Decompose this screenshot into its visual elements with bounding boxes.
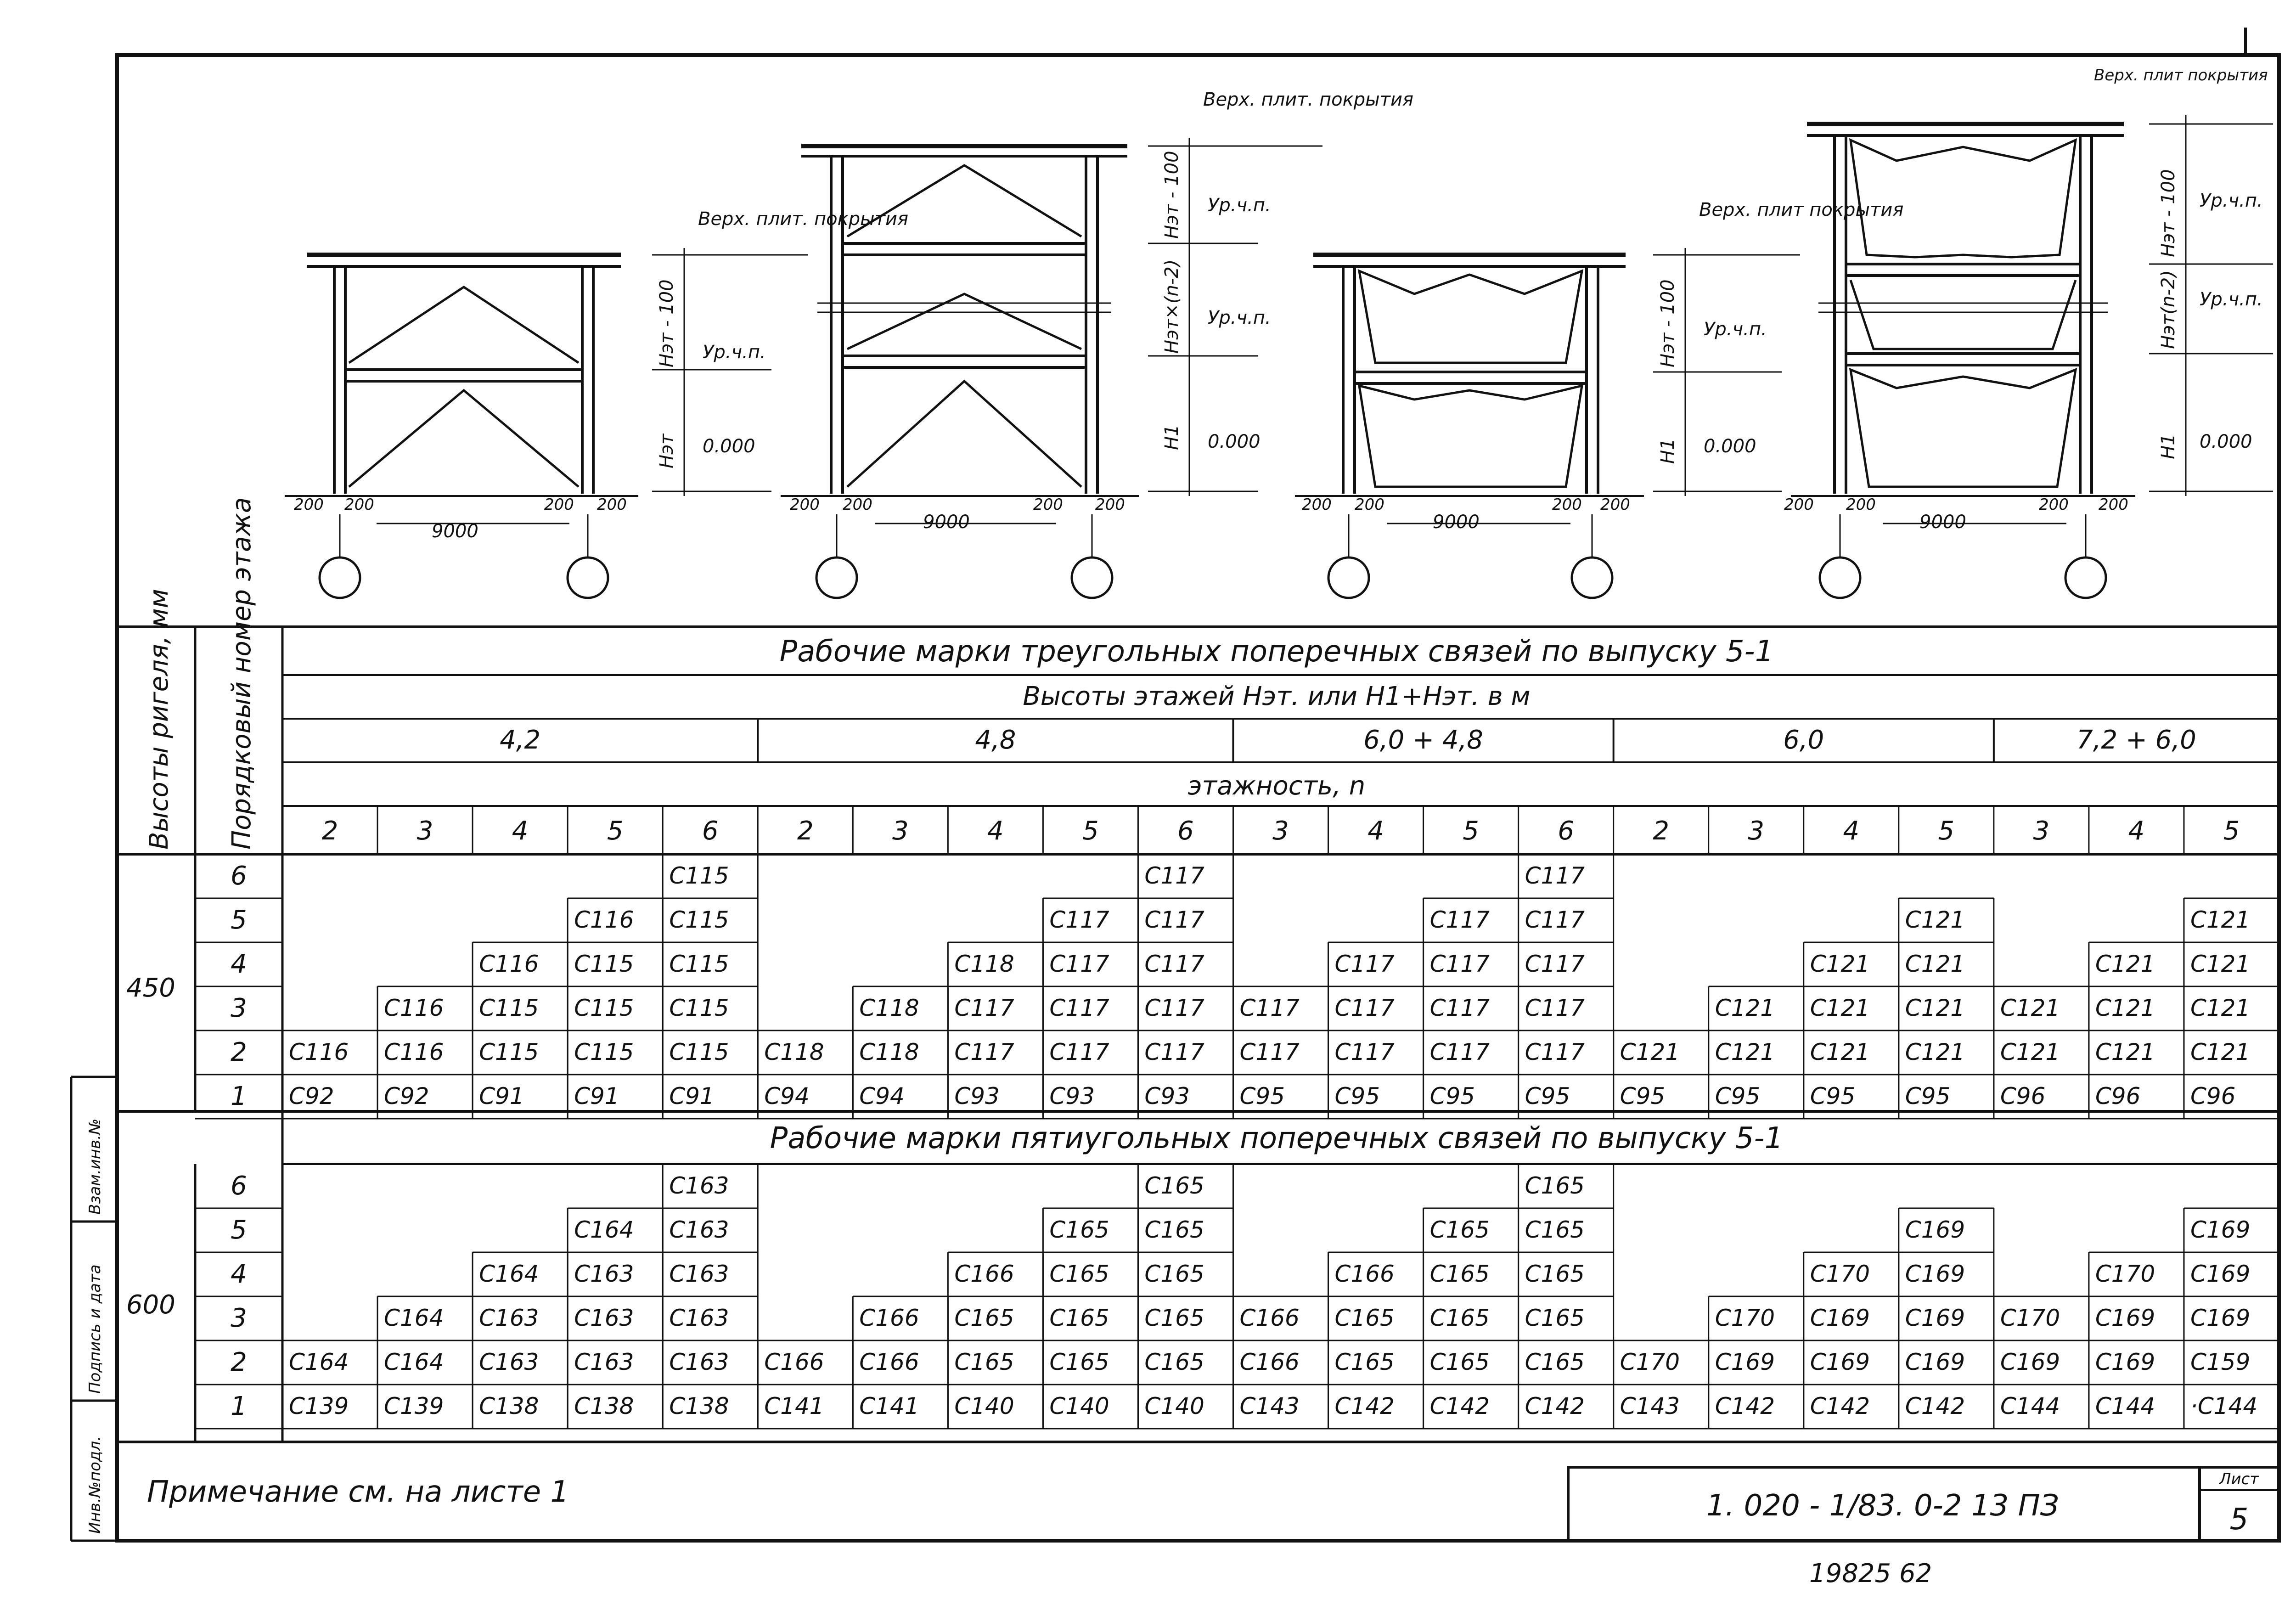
floor-number: 2 <box>231 1347 247 1377</box>
diagram-3-offset-right-1: 200 <box>1552 495 1582 514</box>
brace-mark-cell: С166 <box>954 1261 1014 1287</box>
brace-mark-cell: С117 <box>1049 995 1109 1021</box>
brace-mark-cell: С92 <box>289 1083 334 1109</box>
storey-count-header: 2 <box>1653 816 1670 846</box>
brace-mark-cell: С164 <box>384 1305 444 1331</box>
brace-mark-cell: С117 <box>954 995 1014 1021</box>
brace-mark-cell: С118 <box>859 995 919 1021</box>
diagram-2-offset-left-2: 200 <box>843 495 872 514</box>
brace-mark-cell: С142 <box>1905 1393 1965 1419</box>
diagram-4-lower-storey-label: Н1 <box>2158 434 2179 459</box>
brace-mark-cell: С117 <box>1144 907 1204 933</box>
storey-count-header: 6 <box>1558 816 1574 846</box>
brace-mark-cell: С116 <box>289 1039 349 1065</box>
brace-mark-cell: С91 <box>574 1083 619 1109</box>
stamp-replacement-inventory: Взам.инв.№ <box>86 1118 104 1215</box>
title-block <box>117 1442 2279 1588</box>
brace-mark-cell: С115 <box>669 907 729 933</box>
floor-number: 4 <box>231 1259 247 1289</box>
brace-mark-cell: С165 <box>1144 1261 1204 1287</box>
floor-number: 4 <box>231 949 247 979</box>
brace-mark-cell: С117 <box>1144 995 1204 1021</box>
storey-count-header: 4 <box>2128 816 2145 846</box>
brace-mark-cell: С159 <box>2190 1349 2251 1375</box>
stamp-inventory-number: Инв.№подл. <box>86 1436 104 1534</box>
brace-mark-cell: С95 <box>1429 1083 1475 1109</box>
brace-mark-cell: С140 <box>1144 1393 1204 1419</box>
brace-mark-cell: С117 <box>1429 907 1490 933</box>
brace-mark-cell: С92 <box>384 1083 429 1109</box>
diagram-2-offset-right-1: 200 <box>1033 495 1063 514</box>
diagram-1-lower-storey-label: Нэт <box>656 434 677 468</box>
diagram-3-span: 9000 <box>1433 512 1480 533</box>
height-group-label: 4,2 <box>500 725 541 755</box>
brace-mark-cell: С95 <box>1620 1083 1666 1109</box>
diagram-3-top-level-label: Верх. плит покрытия <box>1699 199 1904 220</box>
brace-mark-cell: С118 <box>764 1039 824 1065</box>
brace-mark-cell: С165 <box>1525 1172 1585 1199</box>
diagram-1-top-level-label: Верх. плит. покрытия <box>698 208 909 230</box>
brace-mark-cell: С91 <box>669 1083 715 1109</box>
brace-mark-cell: С170 <box>1715 1305 1775 1331</box>
brace-mark-cell: С165 <box>1525 1261 1585 1287</box>
left-header-beam-height: Высоты ригеля, мм <box>144 589 174 850</box>
pentagonal-braces-title: Рабочие марки пятиугольных поперечных связей по выпуску 5-1 <box>770 1121 1784 1155</box>
storey-count-header: 6 <box>702 816 719 846</box>
brace-mark-cell: С165 <box>1144 1305 1204 1331</box>
brace-mark-cell: С169 <box>2190 1216 2251 1243</box>
storey-count-header: 5 <box>607 816 624 846</box>
storey-count-header: 2 <box>797 816 814 846</box>
brace-mark-cell: С163 <box>574 1305 634 1331</box>
brace-mark-cell: С163 <box>479 1349 539 1375</box>
brace-mark-cell: С121 <box>2000 995 2060 1021</box>
brace-mark-cell: С166 <box>1334 1261 1395 1287</box>
brace-mark-cell: С166 <box>1239 1305 1300 1331</box>
diagram-4-floor-level-label-1: Ур.ч.п. <box>2200 190 2263 211</box>
brace-mark-cell: С121 <box>2190 907 2251 933</box>
diagram-2-offset-left-1: 200 <box>790 495 820 514</box>
note-text: Примечание см. на листе 1 <box>147 1475 569 1509</box>
brace-mark-cell: С115 <box>479 995 539 1021</box>
diagram-3-offset-left-1: 200 <box>1302 495 1332 514</box>
height-group-label: 7,2 + 6,0 <box>2077 725 2196 755</box>
brace-mark-cell: С165 <box>954 1305 1014 1331</box>
brace-mark-cell: С121 <box>1715 1039 1775 1065</box>
brace-mark-cell: С141 <box>764 1393 824 1419</box>
diagram-4-zero-mark: 0.000 <box>2200 431 2252 452</box>
brace-mark-cell: С117 <box>954 1039 1014 1065</box>
diagram-3-offset-left-2: 200 <box>1355 495 1384 514</box>
brace-mark-cell: С117 <box>1239 1039 1300 1065</box>
brace-mark-cell: С169 <box>1905 1261 1965 1287</box>
brace-mark-cell: С164 <box>289 1349 349 1375</box>
brace-mark-cell: С117 <box>1334 1039 1395 1065</box>
brace-mark-cell: С166 <box>1239 1349 1300 1375</box>
archive-number: 19825 62 <box>1809 1559 1932 1588</box>
brace-mark-cell: С118 <box>859 1039 919 1065</box>
brace-mark-cell: С121 <box>1810 951 1870 977</box>
diagram-1-floor-level-label: Ур.ч.п. <box>703 342 766 363</box>
brace-mark-cell: С169 <box>2190 1261 2251 1287</box>
brace-mark-cell: С170 <box>1620 1349 1680 1375</box>
brace-mark-cell: С94 <box>764 1083 810 1109</box>
diagram-3-upper-storey-label: Нэт - 100 <box>1657 279 1678 367</box>
storey-count-header: 5 <box>1463 816 1479 846</box>
side-stamp <box>71 1077 117 1541</box>
floor-number: 5 <box>231 1215 247 1245</box>
frame-diagram-4 <box>1791 115 2273 598</box>
floor-number: 6 <box>231 1171 247 1201</box>
storey-heights-title: Высоты этажей Нэт. или Н1+Нэт. в м <box>1023 681 1531 711</box>
brace-mark-cell: С115 <box>479 1039 539 1065</box>
triangular-braces-title: Рабочие марки треугольных поперечных связей по выпуску 5-1 <box>779 635 1774 669</box>
brace-mark-cell: С121 <box>2190 951 2251 977</box>
brace-mark-cell: С121 <box>2190 995 2251 1021</box>
brace-mark-cell: С121 <box>1810 1039 1870 1065</box>
diagram-1-labels <box>294 208 908 542</box>
diagram-4-span: 9000 <box>1919 512 1966 533</box>
brace-mark-cell: С143 <box>1239 1393 1300 1419</box>
brace-mark-cell: С165 <box>1429 1349 1490 1375</box>
brace-mark-cell: С121 <box>2000 1039 2060 1065</box>
brace-mark-cell: С95 <box>1239 1083 1285 1109</box>
brace-mark-cell: С169 <box>1810 1349 1870 1375</box>
brace-mark-cell: С143 <box>1620 1393 1680 1419</box>
diagram-3-zero-mark: 0.000 <box>1704 436 1756 457</box>
storey-count-header: 5 <box>1938 816 1955 846</box>
brace-mark-cell: С169 <box>1905 1305 1965 1331</box>
storey-count-header: 5 <box>1082 816 1099 846</box>
brace-mark-cell: С121 <box>2095 1039 2155 1065</box>
brace-mark-cell: С116 <box>384 1039 444 1065</box>
brace-mark-cell: С117 <box>1525 951 1585 977</box>
brace-mark-cell: С118 <box>954 951 1014 977</box>
brace-mark-cell: С95 <box>1905 1083 1951 1109</box>
brace-mark-cell: С165 <box>1429 1261 1490 1287</box>
storey-count-header: 4 <box>512 816 529 846</box>
diagram-4-top-level-label: Верх. плит покрытия <box>2094 66 2268 84</box>
brace-mark-cell: С115 <box>669 1039 729 1065</box>
diagram-2-floor-level-label-1: Ур.ч.п. <box>1208 195 1271 216</box>
brace-mark-cell: С169 <box>2095 1349 2155 1375</box>
storey-count-header: 3 <box>416 816 433 846</box>
stamp-signature-date: Подпись и дата <box>86 1264 104 1394</box>
brace-mark-cell: С165 <box>1144 1216 1204 1243</box>
brace-mark-cell: С115 <box>669 995 729 1021</box>
brace-mark-cell: С144 <box>2000 1393 2060 1419</box>
brace-mark-cell: С121 <box>2095 951 2155 977</box>
diagram-2-zero-mark: 0.000 <box>1208 431 1261 452</box>
brace-mark-cell: С170 <box>2000 1305 2060 1331</box>
brace-mark-cell: С96 <box>2095 1083 2141 1109</box>
document-code: 1. 020 - 1/83. 0-2 13 ПЗ <box>1706 1489 2059 1523</box>
brace-mark-cell: С165 <box>1049 1216 1109 1243</box>
brace-mark-cell: С163 <box>574 1261 634 1287</box>
brace-mark-cell: С142 <box>1525 1393 1585 1419</box>
brace-mark-cell: С121 <box>1715 995 1775 1021</box>
brace-mark-cell: С121 <box>1905 1039 1965 1065</box>
storey-count-header: 4 <box>987 816 1004 846</box>
brace-mark-cell: С95 <box>1715 1083 1761 1109</box>
sheet-number: 5 <box>2229 1503 2249 1537</box>
brace-mark-cell: С142 <box>1429 1393 1490 1419</box>
brace-mark-cell: С163 <box>479 1305 539 1331</box>
brace-mark-cell: С93 <box>1049 1083 1095 1109</box>
diagram-4-offset-left-1: 200 <box>1784 495 1814 514</box>
brace-mark-cell: С170 <box>2095 1261 2155 1287</box>
diagram-3-floor-level-label: Ур.ч.п. <box>1704 319 1767 340</box>
storey-count-header: 4 <box>1367 816 1384 846</box>
brace-mark-cell: С117 <box>1144 951 1204 977</box>
frame-diagram-1 <box>285 248 808 598</box>
height-group-label: 4,8 <box>975 725 1016 755</box>
beam-height-450: 450 <box>126 973 175 1003</box>
brace-mark-cell: С141 <box>859 1393 919 1419</box>
frame-diagram-3 <box>1295 248 1800 598</box>
brace-mark-cell: С121 <box>2190 1039 2251 1065</box>
brace-mark-cell: С121 <box>1810 995 1870 1021</box>
brace-mark-cell: С140 <box>1049 1393 1109 1419</box>
brace-mark-cell: С96 <box>2190 1083 2236 1109</box>
brace-mark-cell: С116 <box>384 995 444 1021</box>
brace-mark-cell: С165 <box>1525 1305 1585 1331</box>
brace-mark-cell: С164 <box>574 1216 634 1243</box>
brace-mark-cell: С115 <box>669 862 729 889</box>
brace-mark-cell: С163 <box>669 1305 729 1331</box>
diagram-1-offset-left-1: 200 <box>294 495 324 514</box>
floor-number: 3 <box>231 1303 247 1333</box>
brace-mark-cell: С163 <box>669 1216 729 1243</box>
diagram-2-span: 9000 <box>923 512 970 533</box>
floor-number: 3 <box>231 993 247 1023</box>
brace-mark-cell: С144 <box>2095 1393 2155 1419</box>
brace-mark-cell: С139 <box>384 1393 444 1419</box>
beam-height-600: 600 <box>126 1290 175 1320</box>
brace-mark-cell: С169 <box>2095 1305 2155 1331</box>
brace-mark-cell: С95 <box>1810 1083 1856 1109</box>
brace-mark-cell: С140 <box>954 1393 1014 1419</box>
brace-mark-cell: С170 <box>1810 1261 1870 1287</box>
brace-mark-cell: С115 <box>669 951 729 977</box>
brace-mark-cell: С165 <box>1525 1216 1585 1243</box>
floor-number: 1 <box>231 1391 247 1421</box>
storey-count-header: 2 <box>321 816 338 846</box>
brace-mark-cell: С93 <box>954 1083 1000 1109</box>
brace-mark-cell: С163 <box>669 1349 729 1375</box>
brace-mark-cell: С117 <box>1525 907 1585 933</box>
brace-mark-cell: С117 <box>1429 1039 1490 1065</box>
diagram-1-upper-storey-label: Нэт - 100 <box>656 279 677 367</box>
height-group-label: 6,0 + 4,8 <box>1363 725 1483 755</box>
brace-mark-cell: ·С144 <box>2190 1393 2258 1419</box>
diagram-1-offset-right-1: 200 <box>544 495 574 514</box>
brace-mark-cell: С142 <box>1810 1393 1870 1419</box>
brace-mark-cell: С115 <box>574 1039 634 1065</box>
brace-mark-cell: С166 <box>859 1305 919 1331</box>
brace-mark-cell: С95 <box>1525 1083 1570 1109</box>
brace-mark-cell: С169 <box>1905 1349 1965 1375</box>
brace-mark-cell: С165 <box>1334 1305 1395 1331</box>
brace-mark-cell: С121 <box>1620 1039 1680 1065</box>
diagram-4-offset-left-2: 200 <box>1846 495 1876 514</box>
brace-mark-cell: С117 <box>1334 995 1395 1021</box>
brace-mark-cell: С117 <box>1144 862 1204 889</box>
height-group-label: 6,0 <box>1783 725 1824 755</box>
brace-mark-cell: С165 <box>1049 1349 1109 1375</box>
diagram-1-offset-left-2: 200 <box>344 495 374 514</box>
diagram-3-lower-storey-label: Н1 <box>1657 438 1678 464</box>
diagram-1-zero-mark: 0.000 <box>703 436 755 457</box>
brace-mark-cell: С165 <box>1144 1172 1204 1199</box>
brace-mark-cell: С116 <box>574 907 634 933</box>
brace-mark-cell: С117 <box>1239 995 1300 1021</box>
storey-count-header: 5 <box>2223 816 2240 846</box>
brace-mark-cell: С117 <box>1525 995 1585 1021</box>
brace-mark-cell: С163 <box>574 1349 634 1375</box>
floor-number: 2 <box>231 1037 247 1067</box>
brace-mark-cell: С166 <box>859 1349 919 1375</box>
diagram-3-labels <box>1302 199 1903 533</box>
brace-mark-cell: С166 <box>764 1349 824 1375</box>
brace-mark-cell: С165 <box>1429 1216 1490 1243</box>
brace-mark-cell: С117 <box>1049 907 1109 933</box>
brace-schedule-text <box>126 497 2257 1421</box>
brace-mark-cell: С142 <box>1715 1393 1775 1419</box>
floor-number: 5 <box>231 905 247 935</box>
brace-mark-cell: С93 <box>1144 1083 1190 1109</box>
brace-mark-cell: С91 <box>479 1083 524 1109</box>
storey-count-header: 6 <box>1177 816 1194 846</box>
brace-mark-cell: С165 <box>1049 1261 1109 1287</box>
brace-mark-cell: С117 <box>1334 951 1395 977</box>
brace-mark-cell: С165 <box>1334 1349 1395 1375</box>
brace-mark-cell: С117 <box>1525 862 1585 889</box>
storey-count-header: 3 <box>1272 816 1289 846</box>
brace-mark-cell: С121 <box>1905 995 1965 1021</box>
brace-mark-cell: С116 <box>479 951 539 977</box>
brace-mark-cell: С169 <box>1715 1349 1775 1375</box>
brace-mark-cell: С117 <box>1429 951 1490 977</box>
brace-mark-cell: С165 <box>954 1349 1014 1375</box>
diagram-1-span: 9000 <box>432 521 478 542</box>
brace-mark-cell: С117 <box>1049 1039 1109 1065</box>
brace-mark-cell: С117 <box>1525 1039 1585 1065</box>
brace-mark-cell: С163 <box>669 1172 729 1199</box>
floor-number: 1 <box>231 1081 247 1111</box>
diagram-2-upper-storey-label: Нэт - 100 <box>1161 151 1182 239</box>
brace-mark-cell: С121 <box>1905 907 1965 933</box>
brace-mark-cell: С165 <box>1525 1349 1585 1375</box>
brace-mark-cell: С115 <box>574 951 634 977</box>
brace-mark-cell: С96 <box>2000 1083 2046 1109</box>
brace-mark-cell: С95 <box>1334 1083 1380 1109</box>
brace-mark-cell: С164 <box>479 1261 539 1287</box>
brace-mark-cell: С169 <box>2190 1305 2251 1331</box>
brace-mark-cell: С117 <box>1429 995 1490 1021</box>
diagram-2-top-level-label: Верх. плит. покрытия <box>1203 89 1414 110</box>
brace-mark-cell: С165 <box>1429 1305 1490 1331</box>
diagram-4-upper-storey-label: Нэт - 100 <box>2158 169 2179 257</box>
diagram-4-offset-right-2: 200 <box>2099 495 2128 514</box>
diagram-4-middle-storey-label: Нэт(n-2) <box>2158 270 2179 349</box>
brace-mark-cell: С139 <box>289 1393 349 1419</box>
brace-mark-cell: С117 <box>1049 951 1109 977</box>
brace-mark-cell: С169 <box>1905 1216 1965 1243</box>
diagram-2-lower-storey-label: Н1 <box>1161 424 1182 450</box>
brace-mark-cell: С138 <box>479 1393 539 1419</box>
storey-count-header: 3 <box>2033 816 2050 846</box>
diagram-4-offset-right-1: 200 <box>2039 495 2069 514</box>
brace-mark-cell: С138 <box>574 1393 634 1419</box>
brace-mark-cell: С163 <box>669 1261 729 1287</box>
brace-mark-cell: С165 <box>1049 1305 1109 1331</box>
brace-mark-cell: С94 <box>859 1083 905 1109</box>
brace-mark-cell: С165 <box>1144 1349 1204 1375</box>
storey-count-header: 4 <box>1843 816 1860 846</box>
storey-count-header: 3 <box>892 816 909 846</box>
diagram-2-middle-storey-label: Нэт×(n-2) <box>1161 259 1182 354</box>
brace-mark-cell: С169 <box>1810 1305 1870 1331</box>
brace-mark-cell: С138 <box>669 1393 729 1419</box>
diagram-3-offset-right-2: 200 <box>1600 495 1630 514</box>
brace-mark-cell: С115 <box>574 995 634 1021</box>
brace-mark-cell: С121 <box>1905 951 1965 977</box>
brace-mark-cell: С169 <box>2000 1349 2060 1375</box>
floor-number: 6 <box>231 861 247 891</box>
brace-mark-cell: С121 <box>2095 995 2155 1021</box>
diagram-2-offset-right-2: 200 <box>1095 495 1125 514</box>
sheet-label: Лист <box>2219 1470 2259 1488</box>
storey-count-title: этажность, n <box>1187 771 1366 801</box>
storey-count-header: 3 <box>1748 816 1765 846</box>
diagram-4-floor-level-label-2: Ур.ч.п. <box>2200 289 2263 310</box>
diagram-2-floor-level-label-2: Ур.ч.п. <box>1208 307 1271 328</box>
brace-mark-cell: С164 <box>384 1349 444 1375</box>
left-header-floor-number: Порядковый номер этажа <box>227 497 257 850</box>
brace-mark-cell: С117 <box>1144 1039 1204 1065</box>
diagram-1-offset-right-2: 200 <box>597 495 627 514</box>
brace-mark-cell: С142 <box>1334 1393 1395 1419</box>
